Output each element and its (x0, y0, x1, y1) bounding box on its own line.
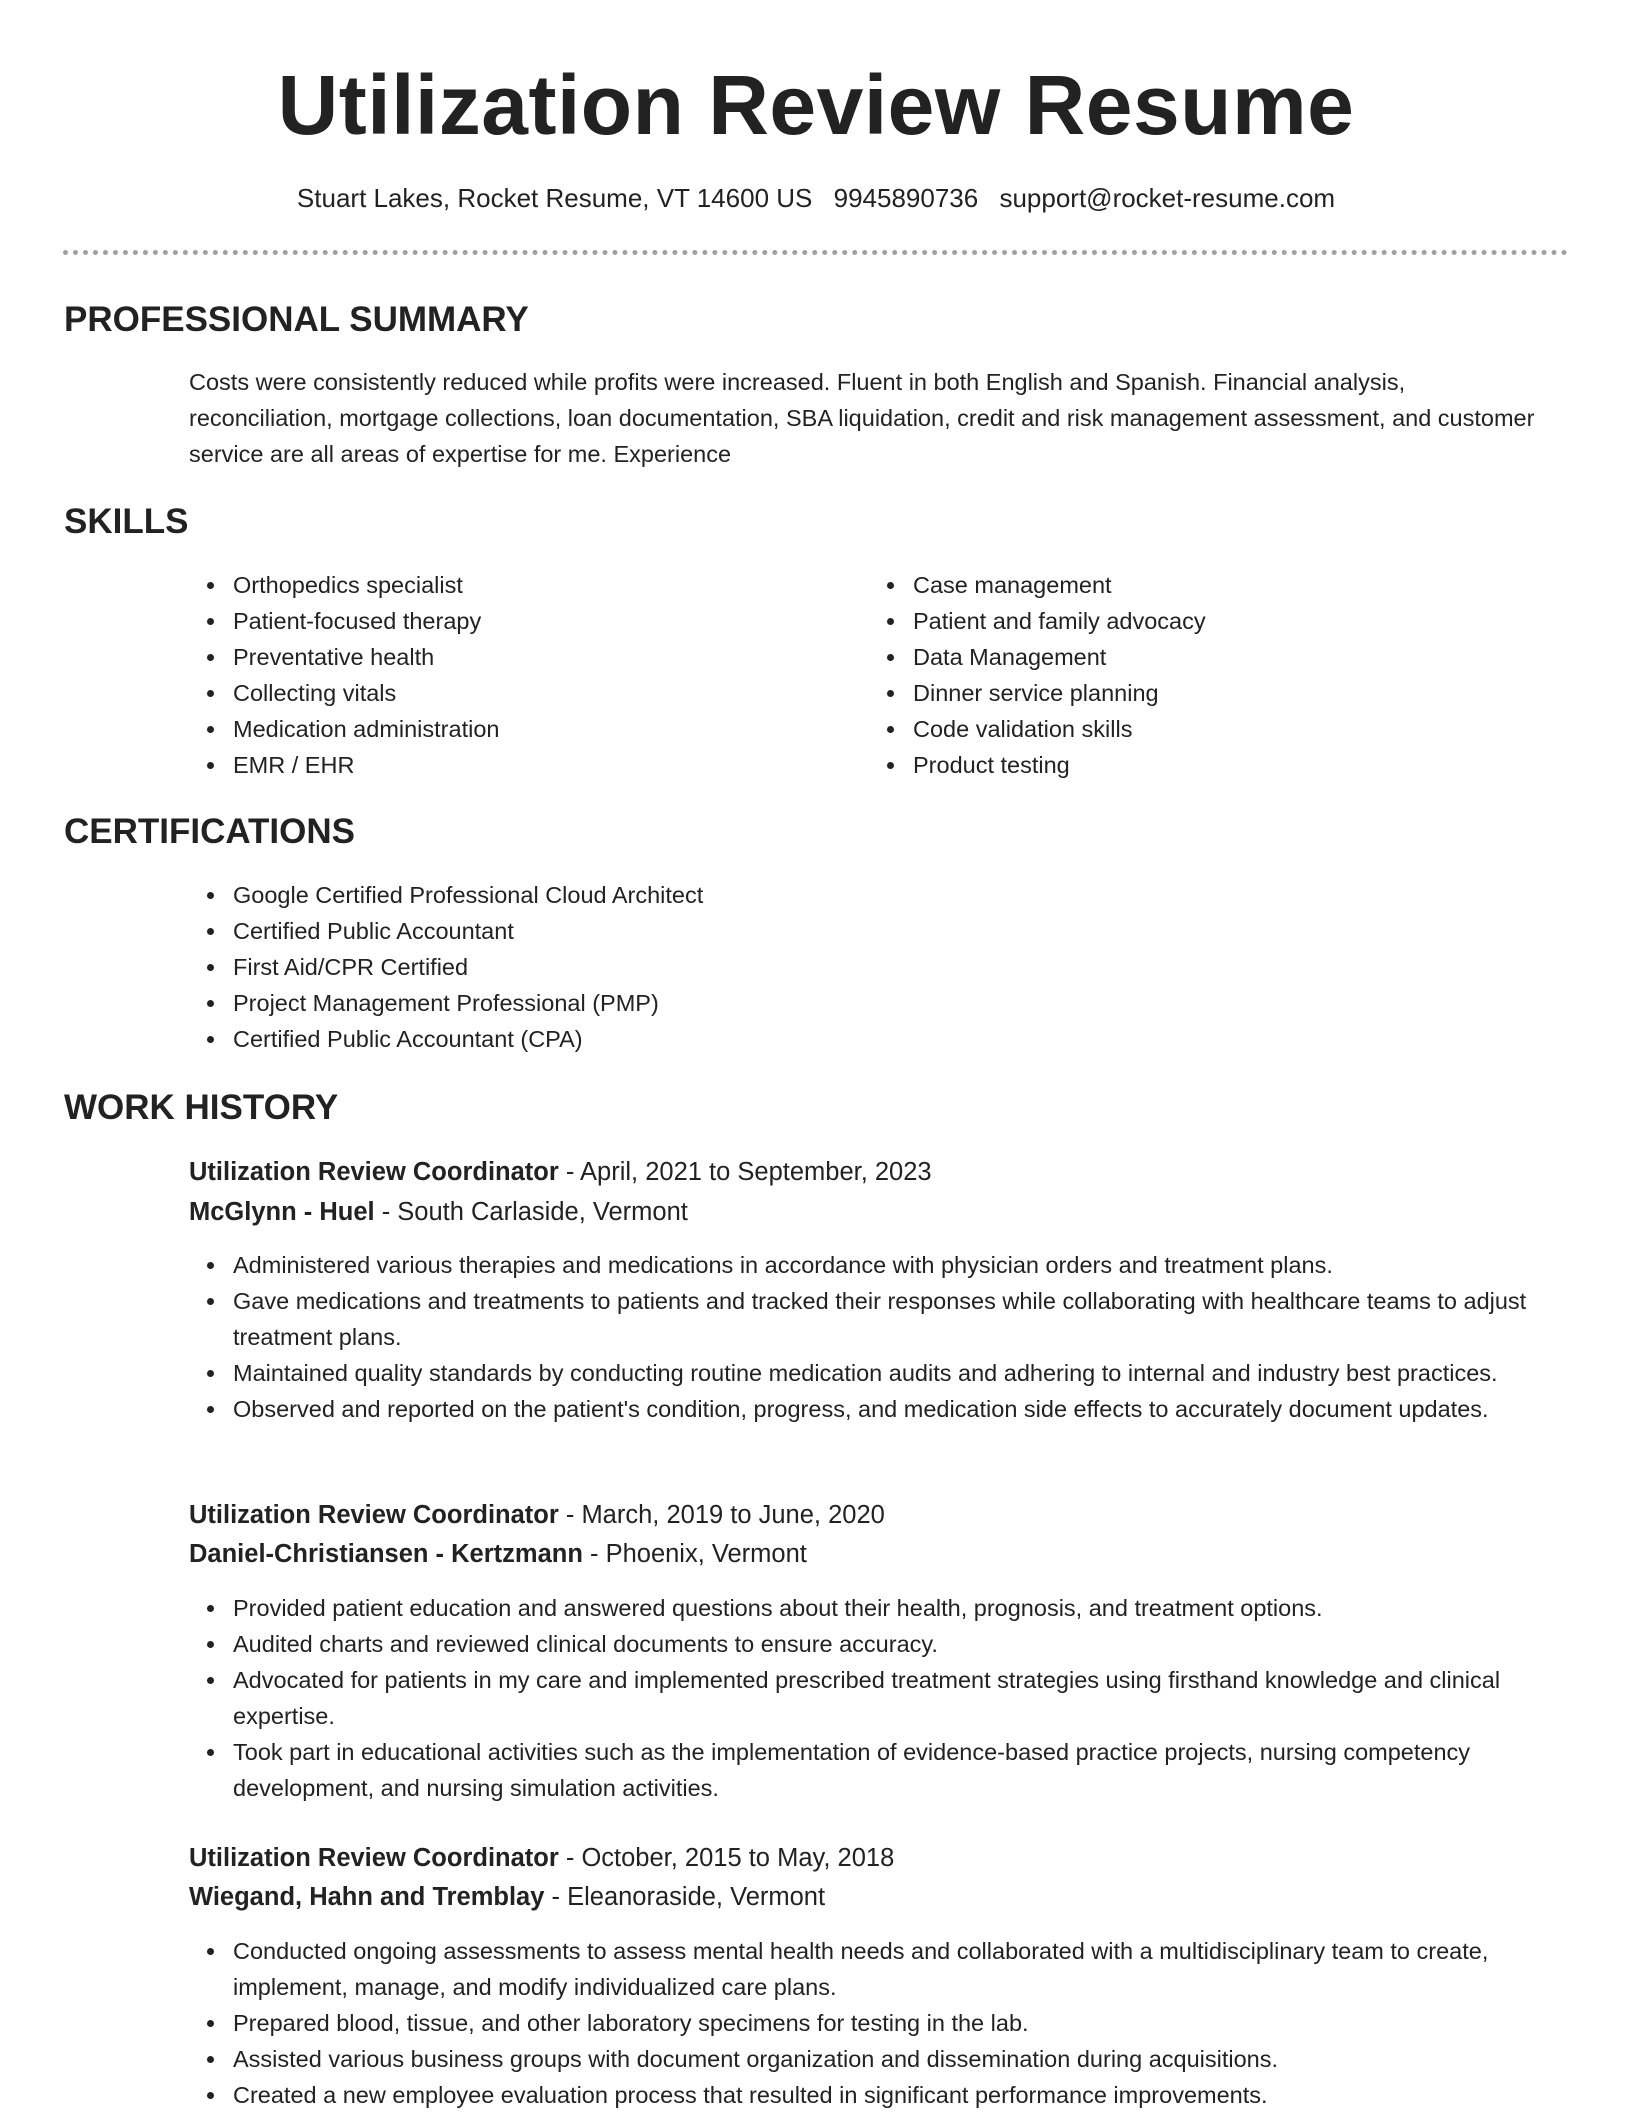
job-bullet: Conducted ongoing assessments to assess mental health needs and collaborated with a multidisciplinary team to create, implement, manage, and modify individualized care plans. (233, 1933, 1573, 2005)
job-company-line (189, 1878, 825, 1916)
certification-item: Google Certified Professional Cloud Architect (233, 877, 1573, 913)
contact-address: Stuart Lakes, Rocket Resume, VT 14600 US (296, 183, 813, 213)
resume-title: Utilization Review Resume (277, 58, 1355, 152)
skills-list-right (913, 567, 1553, 783)
contact-email: support@rocket-resume.com (999, 183, 1336, 213)
job-bullet: Observed and reported on the patient's condition, progress, and medication side effects to accurately document updates. (233, 1391, 1573, 1427)
skill-item: Patient and family advocacy (913, 603, 1553, 639)
skill-item: Orthopedics specialist (233, 567, 873, 603)
summary-heading: PROFESSIONAL SUMMARY (64, 300, 529, 339)
job-bullet: Audited charts and reviewed clinical documents to ensure accuracy. (233, 1626, 1573, 1662)
job-bullets (233, 1933, 1573, 2113)
job-company-line (189, 1193, 688, 1231)
job-title: Utilization Review Coordinator (189, 1501, 559, 1529)
skills-heading: SKILLS (64, 502, 189, 541)
skill-item: Medication administration (233, 711, 873, 747)
skill-item: Dinner service planning (913, 675, 1553, 711)
job-company: Daniel-Christiansen - Kertzmann (189, 1540, 583, 1568)
job-title-line (189, 1839, 894, 1877)
job-bullet: Advocated for patients in my care and implemented prescribed treatment strategies using firsthand knowledge and clinical expertise. (233, 1662, 1573, 1734)
contact-phone: 9945890736 (833, 183, 979, 213)
skill-item: Data Management (913, 639, 1553, 675)
job-dates: - October, 2015 to May, 2018 (558, 1844, 895, 1872)
job-company: McGlynn - Huel (189, 1198, 375, 1226)
skill-item: Case management (913, 567, 1553, 603)
certifications-heading: CERTIFICATIONS (64, 812, 356, 851)
skill-item: Patient-focused therapy (233, 603, 873, 639)
skill-item: EMR / EHR (233, 747, 873, 783)
job-dates: - March, 2019 to June, 2020 (558, 1501, 885, 1529)
certification-item: First Aid/CPR Certified (233, 949, 1573, 985)
job-company: Wiegand, Hahn and Tremblay (189, 1883, 545, 1911)
work-history-heading: WORK HISTORY (64, 1088, 339, 1127)
job-bullet: Prepared blood, tissue, and other laboratory specimens for testing in the lab. (233, 2005, 1573, 2041)
job-title-line (189, 1496, 885, 1534)
job-bullet: Created a new employee evaluation process that resulted in significant performance improvements. (233, 2077, 1573, 2113)
job-company-line (189, 1535, 807, 1573)
certification-item: Project Management Professional (PMP) (233, 985, 1573, 1021)
certifications-list (233, 877, 1573, 1057)
certification-item: Certified Public Accountant (CPA) (233, 1021, 1573, 1057)
job-title: Utilization Review Coordinator (189, 1844, 559, 1872)
job-location: - South Carlaside, Vermont (374, 1198, 688, 1226)
job-title-line (189, 1153, 932, 1191)
job-bullet: Took part in educational activities such as the implementation of evidence-based practice projects, nursing competency development, and nursing simulation activities. (233, 1734, 1573, 1806)
job-bullet: Assisted various business groups with document organization and dissemination during acquisitions. (233, 2041, 1573, 2077)
skill-item: Collecting vitals (233, 675, 873, 711)
certification-item: Certified Public Accountant (233, 913, 1573, 949)
job-bullet: Provided patient education and answered questions about their health, prognosis, and treatment options. (233, 1590, 1573, 1626)
job-dates: - April, 2021 to September, 2023 (558, 1158, 932, 1186)
job-bullet: Administered various therapies and medications in accordance with physician orders and treatment plans. (233, 1247, 1573, 1283)
summary-text: Costs were consistently reduced while profits were increased. Fluent in both English and Spanish. Financial analysis, reconciliation, mortgage collections, loan documentation, SBA liquidation, credit and risk management assessment, and customer service are all areas of expertise for me. Experience (189, 369, 1535, 467)
job-title: Utilization Review Coordinator (189, 1158, 559, 1186)
job-location: - Eleanoraside, Vermont (544, 1883, 826, 1911)
skill-item: Product testing (913, 747, 1553, 783)
job-bullets (233, 1247, 1573, 1427)
skills-list-left (233, 567, 873, 783)
contact-line (0, 180, 1632, 216)
header-divider (63, 250, 1568, 255)
job-bullets (233, 1590, 1573, 1806)
job-bullet: Maintained quality standards by conducting routine medication audits and adhering to internal and industry best practices. (233, 1355, 1573, 1391)
job-location: - Phoenix, Vermont (582, 1540, 807, 1568)
skill-item: Code validation skills (913, 711, 1553, 747)
skill-item: Preventative health (233, 639, 873, 675)
job-bullet: Gave medications and treatments to patients and tracked their responses while collaborating with healthcare teams to adjust treatment plans. (233, 1283, 1573, 1355)
